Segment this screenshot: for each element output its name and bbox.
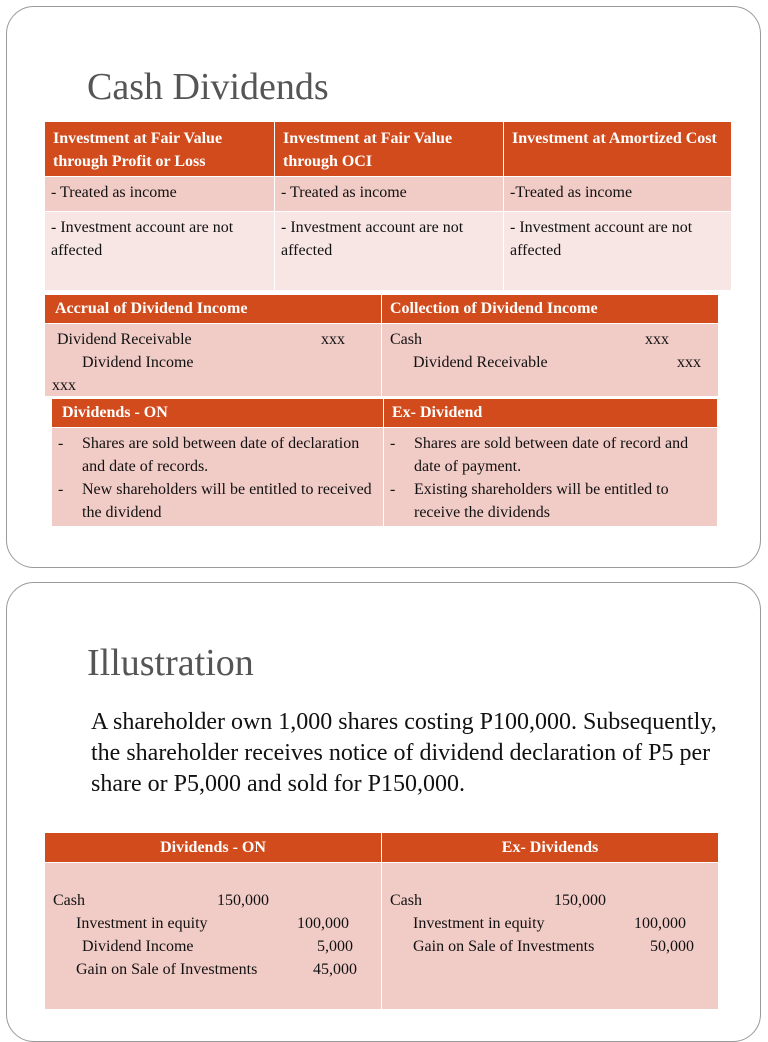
illustration-text: A shareholder own 1,000 shares costing P100,000. Subsequently, the shareholder receives notice of dividend declaration of P5 per share or P5,000 and sold for P150,000. <box>91 709 717 797</box>
accrual-header: Accrual of Dividend Income <box>45 295 381 323</box>
journal-account: Dividend Receivable <box>57 331 192 348</box>
slide-cash-dividends <box>6 6 761 568</box>
journal-account: Investment in equity <box>413 915 545 932</box>
journal-amount: xxx <box>321 331 345 348</box>
accrual-entry <box>45 324 381 396</box>
journal-amount: 150,000 <box>554 892 606 909</box>
table-cell: - Treated as income <box>275 177 503 211</box>
journal-account: Gain on Sale of Investments <box>76 961 258 978</box>
ex-dividends-header: Ex- Dividends <box>382 833 718 862</box>
journal-amount: 45,000 <box>313 961 357 978</box>
dividends-on-header: Dividends - ON <box>45 833 381 862</box>
ex-dividend-body <box>384 428 717 526</box>
ex-dividends-entry <box>382 863 718 1009</box>
journal-amount: 50,000 <box>650 938 694 955</box>
journal-account: Gain on Sale of Investments <box>413 938 595 955</box>
journal-amount: xxx <box>677 354 701 371</box>
journal-amount: 100,000 <box>634 915 686 932</box>
list-item: - Shares are sold between date of record and date of payment. <box>384 432 717 478</box>
journal-account: Cash <box>390 892 422 909</box>
ex-dividend-header: Ex- Dividend <box>384 399 717 427</box>
slide-title: Cash Dividends <box>87 66 329 108</box>
table-cell: - Treated as income <box>45 177 274 211</box>
table-header-fvoci: Investment at Fair Value through OCI <box>275 122 503 176</box>
dividends-on-entry <box>45 863 381 1009</box>
list-item: - Shares are sold between date of declaration and date of records. <box>52 432 383 478</box>
collection-header: Collection of Dividend Income <box>382 295 718 323</box>
list-item: - Existing shareholders will be entitled to receive the dividends <box>384 478 717 524</box>
table-cell: - Investment account are not affected <box>504 212 731 290</box>
journal-account: Cash <box>390 331 422 348</box>
journal-amount: xxx <box>52 377 76 394</box>
table-cell: - Investment account are not affected <box>275 212 503 290</box>
journal-amount: 100,000 <box>297 915 349 932</box>
journal-account: Dividend Receivable <box>413 354 548 371</box>
dividends-on-body <box>52 428 383 526</box>
table-cell: -Treated as income <box>504 177 731 211</box>
table-header-fvpl: Investment at Fair Value through Profit or Loss <box>45 122 274 176</box>
table-cell: - Investment account are not affected <box>45 212 274 290</box>
journal-amount: 150,000 <box>217 892 269 909</box>
dividends-on-header: Dividends - ON <box>52 399 383 427</box>
list-item: - New shareholders will be entitled to received the dividend <box>52 478 383 524</box>
table-header-amortized: Investment at Amortized Cost <box>504 122 731 176</box>
journal-account: Cash <box>53 892 85 909</box>
slide-title: Illustration <box>87 642 254 684</box>
collection-entry <box>382 324 718 396</box>
journal-amount: 5,000 <box>317 938 353 955</box>
journal-account: Dividend Income <box>82 938 194 955</box>
journal-account: Dividend Income <box>82 354 194 371</box>
journal-amount: xxx <box>645 331 669 348</box>
slide-illustration <box>6 582 761 1042</box>
journal-account: Investment in equity <box>76 915 208 932</box>
